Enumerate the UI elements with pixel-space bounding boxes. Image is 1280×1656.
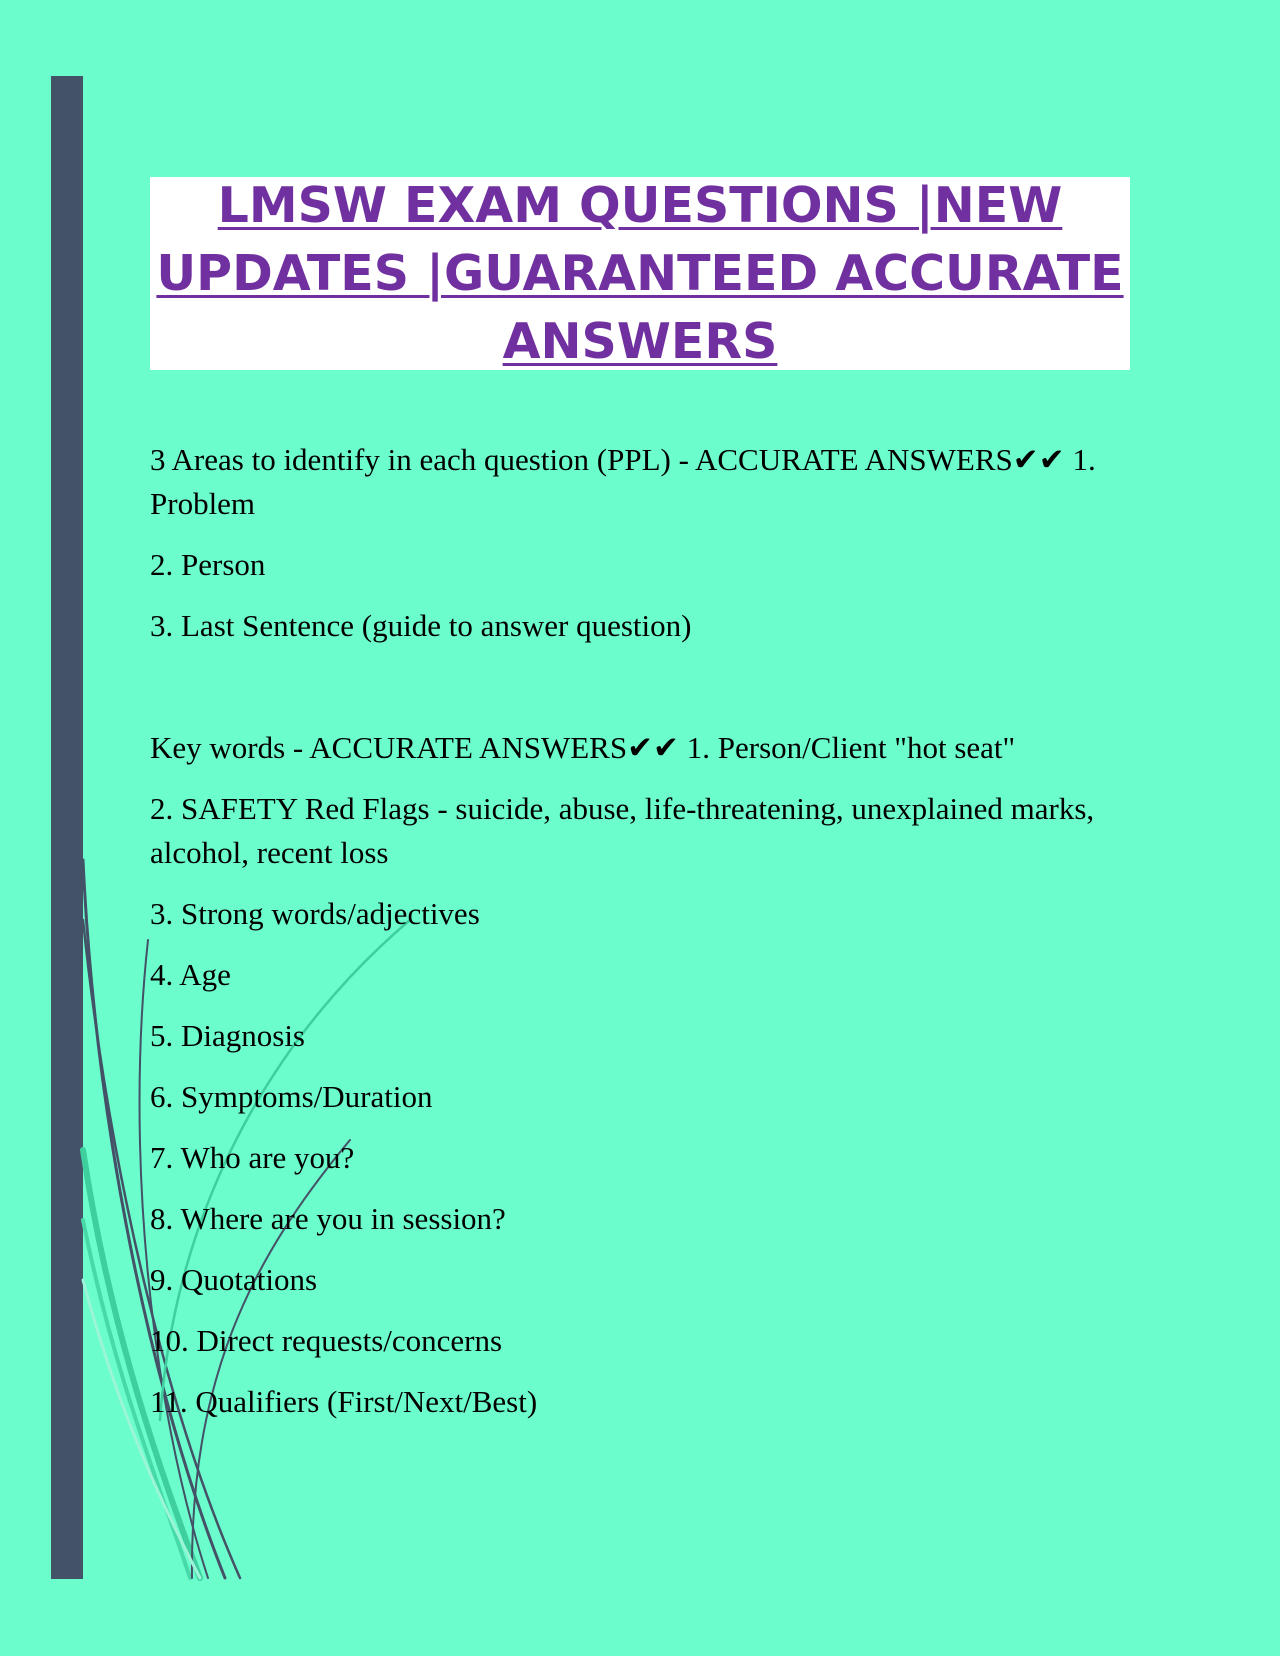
left-decorative-bar: [51, 76, 83, 1579]
question-2-text: Key words - ACCURATE ANSWERS✔✔ 1. Person/Client "hot seat": [150, 730, 1016, 765]
document-title: LMSW EXAM QUESTIONS |NEW UPDATES |GUARANTEED ACCURATE ANSWERS: [156, 176, 1124, 370]
title-box: [150, 177, 1130, 370]
question-1-line-3: 3. Last Sentence (guide to answer question): [150, 608, 692, 643]
section-gap: [150, 665, 1130, 726]
document-body: [150, 438, 1130, 1441]
question-2-line-11: 11. Qualifiers (First/Next/Best): [150, 1384, 538, 1419]
question-2-line-10: 10. Direct requests/concerns: [150, 1323, 503, 1358]
question-2-line-8: 8. Where are you in session?: [150, 1201, 506, 1236]
question-2-line-2: 2. SAFETY Red Flags - suicide, abuse, life-threatening, unexplained marks, alcohol, recent loss: [150, 791, 1095, 870]
question-1-line-2: 2. Person: [150, 547, 266, 582]
question-2-line-3: 3. Strong words/adjectives: [150, 896, 480, 931]
question-2-line-5: 5. Diagnosis: [150, 1018, 305, 1053]
question-2-line-6: 6. Symptoms/Duration: [150, 1079, 433, 1114]
question-2-line-4: 4. Age: [150, 957, 231, 992]
question-2-line-7: 7. Who are you?: [150, 1140, 355, 1175]
question-2-line-9: 9. Quotations: [150, 1262, 318, 1297]
question-1-text: 3 Areas to identify in each question (PPL) - ACCURATE ANSWERS✔✔ 1. Problem: [150, 442, 1096, 521]
